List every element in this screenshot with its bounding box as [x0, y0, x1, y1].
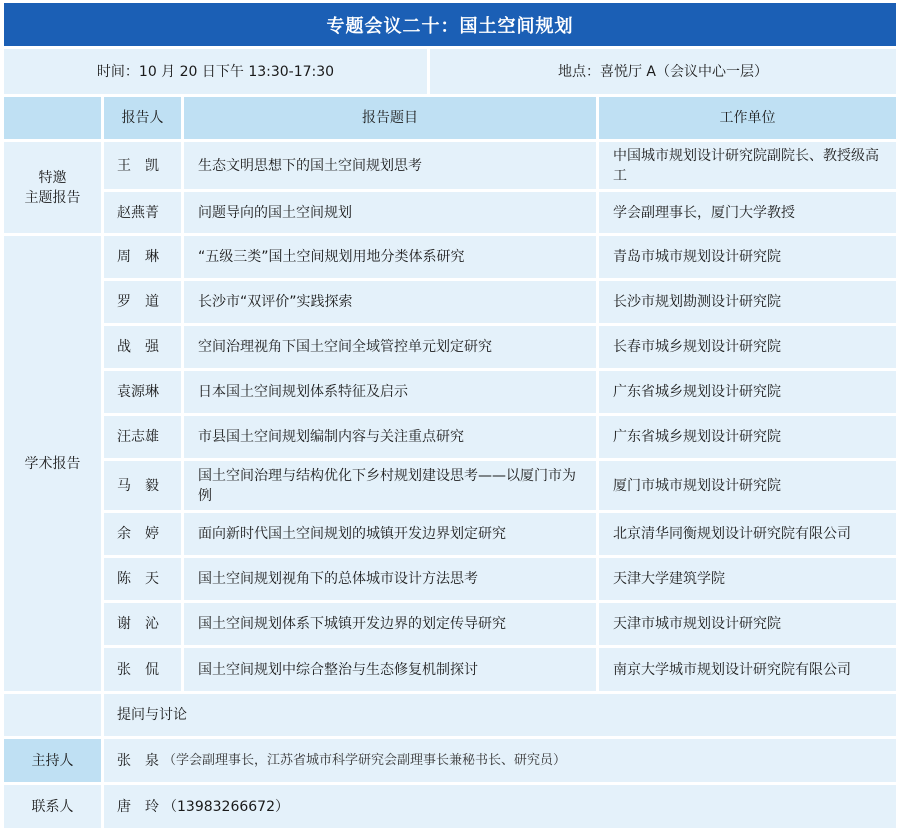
speaker-name: 罗 道	[104, 281, 181, 323]
speaker-name: 战 强	[104, 326, 181, 368]
report-topic: 国土空间规划中综合整治与生态修复机制探讨	[184, 648, 596, 691]
speaker-unit: 长春市城乡规划设计研究院	[599, 326, 896, 368]
location-text: 地点：喜悦厅 A（会议中心一层）	[557, 63, 769, 80]
speaker-unit: 天津大学建筑学院	[599, 558, 896, 600]
time-cell	[4, 49, 427, 94]
report-topic: 长沙市“双评价”实践探索	[184, 281, 596, 323]
speaker-name: 陈 天	[104, 558, 181, 600]
host-cell	[104, 739, 896, 782]
header-speaker: 报告人	[104, 97, 181, 139]
report-topic: 问题导向的国土空间规划	[184, 192, 596, 233]
speaker-name: 赵燕菁	[104, 192, 181, 233]
speaker-name: 王 凯	[104, 142, 181, 189]
contact-name: 唐 玲	[117, 798, 159, 815]
speaker-name: 周 琳	[104, 236, 181, 278]
speaker-name: 谢 沁	[104, 603, 181, 645]
speaker-unit: 北京清华同衡规划设计研究院有限公司	[599, 513, 896, 555]
location-cell	[430, 49, 896, 94]
contact-label: 联系人	[4, 785, 101, 828]
speaker-name: 马 毅	[104, 461, 181, 510]
time-text: 时间：10 月 20 日下午 13:30-17:30	[96, 63, 335, 80]
report-topic: 空间治理视角下国土空间全域管控单元划定研究	[184, 326, 596, 368]
speaker-unit: 天津市城市规划设计研究院	[599, 603, 896, 645]
host-name: 张 泉	[117, 752, 159, 769]
academic-group-label: 学术报告	[4, 236, 101, 691]
report-topic: 国土空间规划体系下城镇开发边界的划定传导研究	[184, 603, 596, 645]
contact-phone: （13983266672）	[163, 798, 289, 815]
contact-cell	[104, 785, 896, 828]
speaker-name: 余 婷	[104, 513, 181, 555]
header-topic: 报告题目	[184, 97, 596, 139]
report-topic: “五级三类”国土空间规划用地分类体系研究	[184, 236, 596, 278]
speaker-name: 张 侃	[104, 648, 181, 691]
discussion-text: 提问与讨论	[104, 694, 896, 736]
report-topic: 国土空间规划视角下的总体城市设计方法思考	[184, 558, 596, 600]
speaker-unit: 广东省城乡规划设计研究院	[599, 416, 896, 458]
report-topic: 市县国土空间规划编制内容与关注重点研究	[184, 416, 596, 458]
speaker-name: 汪志雄	[104, 416, 181, 458]
report-topic: 国土空间治理与结构优化下乡村规划建设思考——以厦门市为例	[184, 461, 596, 510]
speaker-unit: 中国城市规划设计研究院副院长、教授级高工	[599, 142, 896, 189]
header-group-cell	[4, 97, 101, 139]
report-topic: 面向新时代国土空间规划的城镇开发边界划定研究	[184, 513, 596, 555]
host-label: 主持人	[4, 739, 101, 782]
speaker-unit: 长沙市规划勘测设计研究院	[599, 281, 896, 323]
header-unit: 工作单位	[599, 97, 896, 139]
speaker-unit: 厦门市城市规划设计研究院	[599, 461, 896, 510]
host-note: （学会副理事长，江苏省城市科学研究会副理事长兼秘书长、研究员）	[163, 752, 567, 768]
speaker-unit: 南京大学城市规划设计研究院有限公司	[599, 648, 896, 691]
session-title: 专题会议二十：国土空间规划	[4, 3, 896, 46]
special-group-label: 特邀 主题报告	[4, 142, 101, 233]
speaker-unit: 学会副理事长，厦门大学教授	[599, 192, 896, 233]
speaker-unit: 广东省城乡规划设计研究院	[599, 371, 896, 413]
discussion-group-cell	[4, 694, 101, 736]
report-topic: 日本国土空间规划体系特征及启示	[184, 371, 596, 413]
speaker-unit: 青岛市城市规划设计研究院	[599, 236, 896, 278]
report-topic: 生态文明思想下的国土空间规划思考	[184, 142, 596, 189]
speaker-name: 袁源琳	[104, 371, 181, 413]
